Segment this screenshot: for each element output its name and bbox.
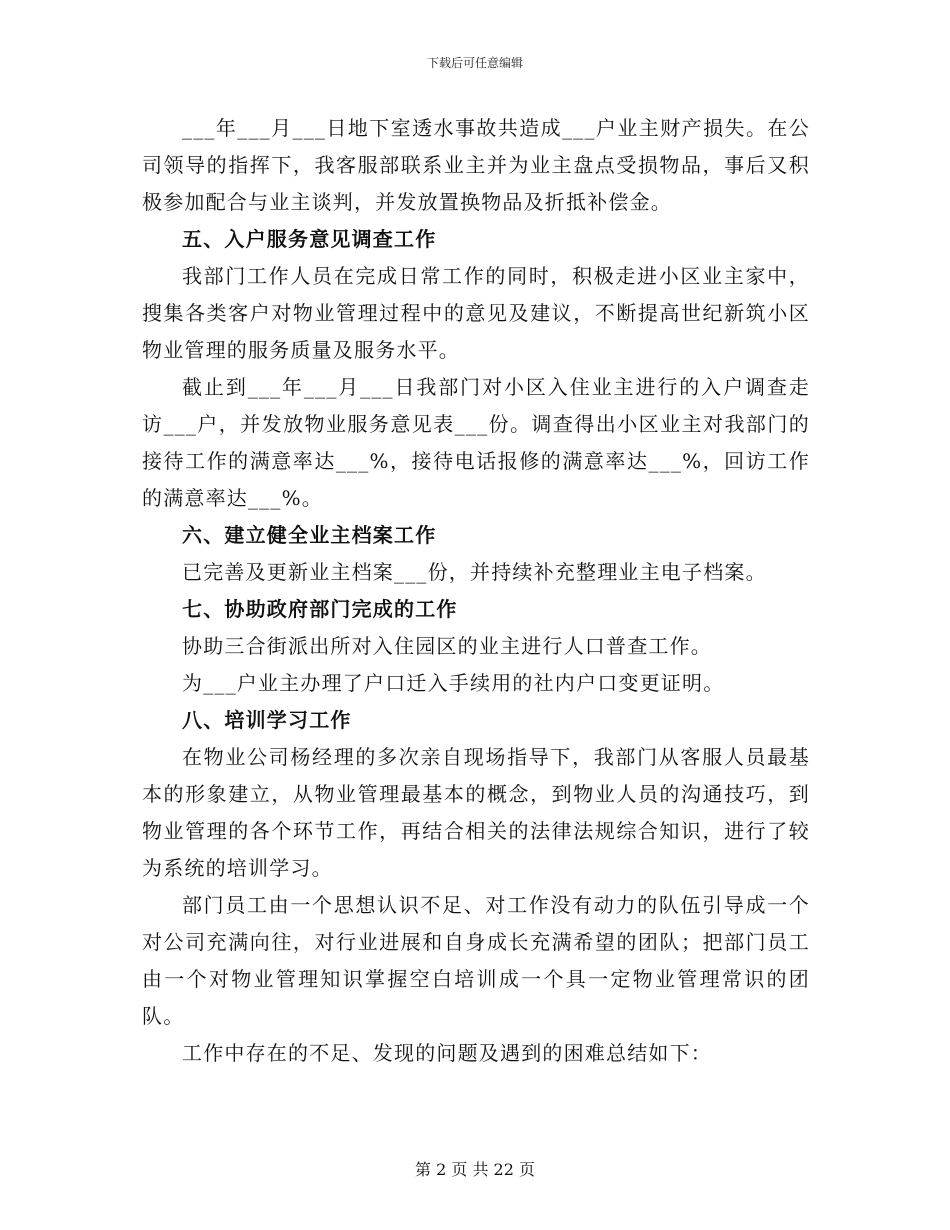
paragraph-problems-summary: 工作中存在的不足、发现的问题及遇到的困难总结如下： [182,1041,712,1065]
section-heading-8: 八、培训学习工作 [182,708,352,732]
paragraph-archives: 已完善及更新业主档案___份，并持续补充整理业主电子档案。 [182,560,767,584]
section-heading-5: 五、入户服务意见调查工作 [182,227,437,251]
paragraph-flood-incident: ___年___月___日地下室透水事故共造成___户业主财产损失。在公司领导的指挥下，我客服部联系业主并为业主盘点受损物品，事后又积极参加配合与业主谈判，并发放置换物品及折抵补偿金。 [142,116,810,214]
document-body [142,110,810,1072]
paragraph-survey-intro: 我部门工作人员在完成日常工作的同时，积极走进小区业主家中，搜集各类客户对物业管理过程中的意见及建议，不断提高世纪新筑小区物业管理的服务质量及服务水平。 [142,264,810,362]
paragraph-survey-results: 截止到___年___月___日我部门对小区入住业主进行的入户调查走访___户，并发放物业服务意见表___份。调查得出小区业主对我部门的接待工作的满意率达___%，接待电话报修的满意率达___%，回访工作的满意率达___%。 [142,375,810,510]
paragraph-household-register: 为___户业主办理了户口迁入手续用的社内户口变更证明。 [182,671,725,695]
section-heading-7: 七、协助政府部门完成的工作 [182,597,458,621]
section-heading-6: 六、建立健全业主档案工作 [182,523,437,547]
paragraph-team-growth: 部门员工由一个思想认识不足、对工作没有动力的队伍引导成一个对公司充满向往，对行业进展和自身成长充满希望的团队；把部门员工由一个对物业管理知识掌握空白培训成一个具一定物业管理常识的团队。 [142,893,810,1028]
page-footer: 第 2 页 共 22 页 [415,1160,535,1179]
page-header: 下载后可任意编辑 [426,56,523,70]
paragraph-census: 协助三合街派出所对入住园区的业主进行人口普查工作。 [182,634,712,658]
paragraph-training: 在物业公司杨经理的多次亲自现场指导下，我部门从客服人员最基本的形象建立，从物业管理最基本的概念，到物业人员的沟通技巧，到物业管理的各个环节工作，再结合相关的法律法规综合知识，进行了较为系统的培训学习。 [142,745,810,880]
